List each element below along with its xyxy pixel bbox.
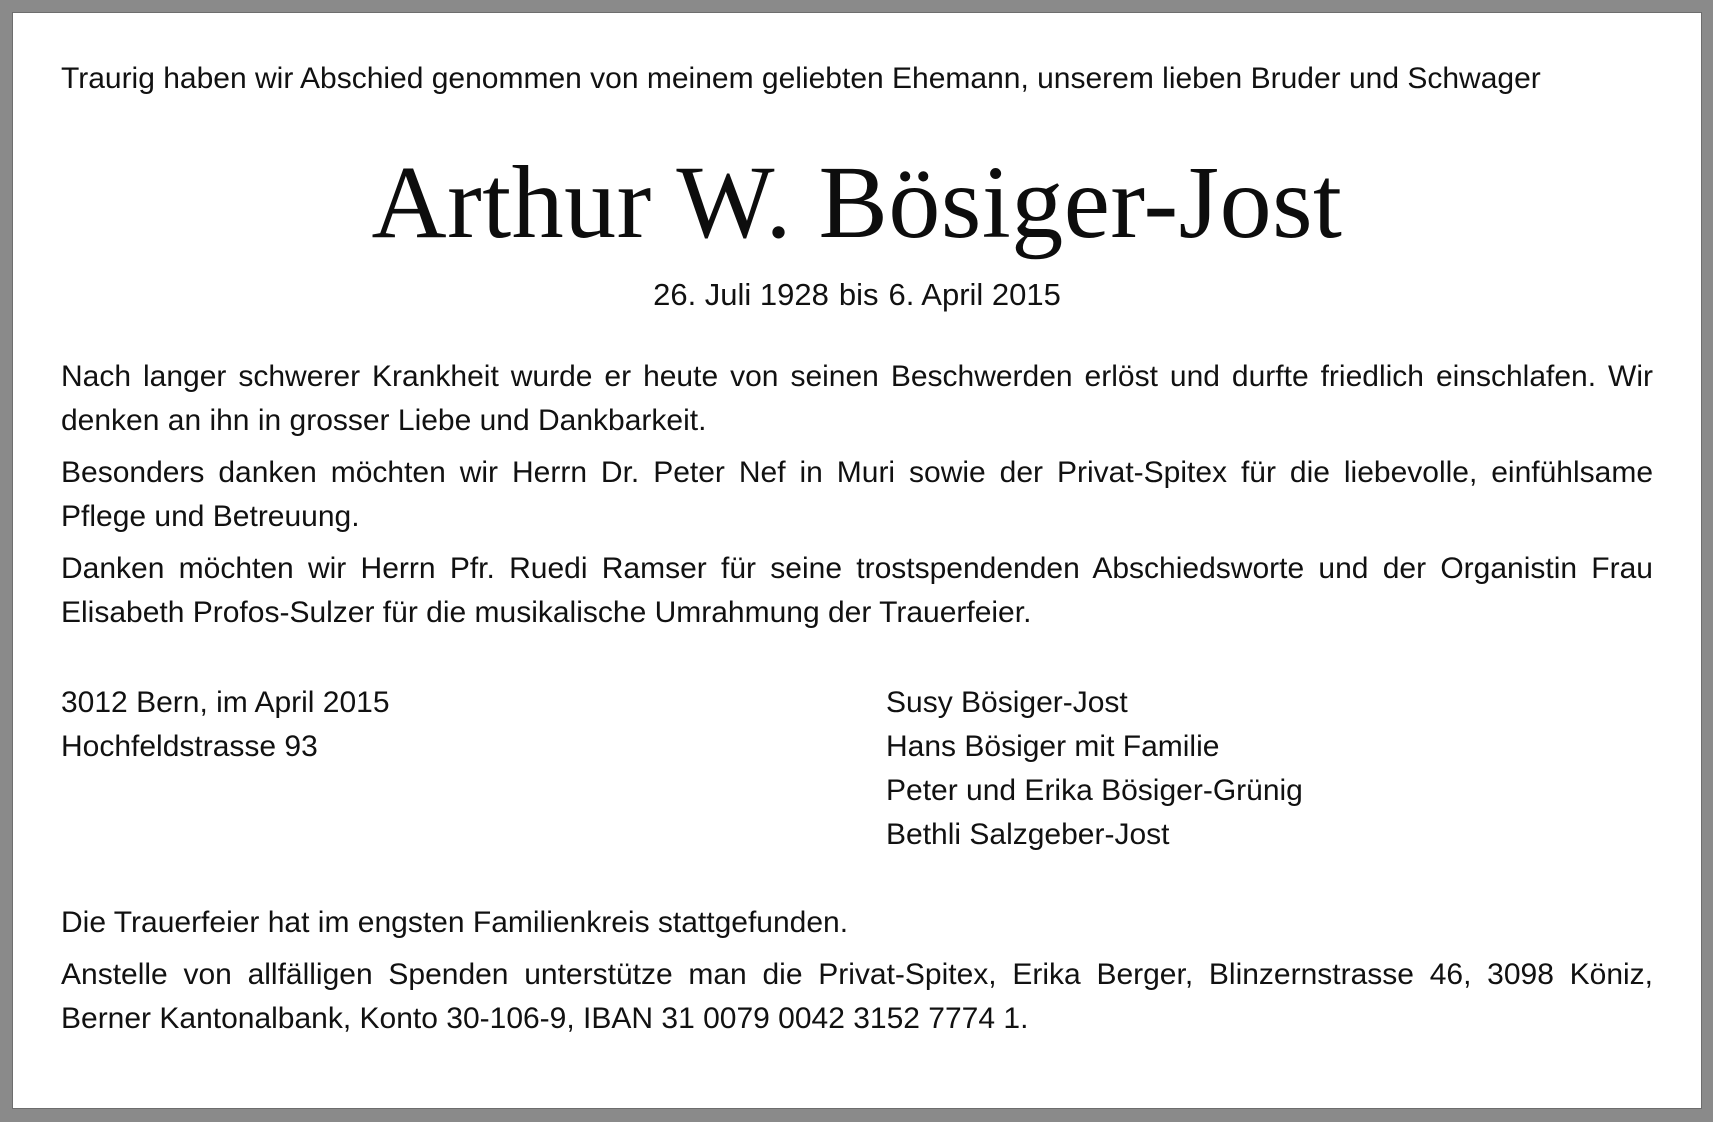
address-line: Hochfeldstrasse 93 (61, 730, 318, 763)
paragraph-thanks-ceremony: Danken möchten wir Herrn Pfr. Ruedi Ramser für seine trostspendenden Abschiedsworte und der Organistin Frau Elisabeth Profos-Sulzer für die musikalische Umrahmung der Trauerfeier. (61, 552, 1653, 629)
deceased-name: Arthur W. Bösiger-Jost (371, 145, 1343, 260)
mourner-name: Peter und Erika Bösiger-Grünig (886, 774, 1303, 807)
life-dates (61, 275, 1653, 315)
intro-text: Traurig haben wir Abschied genommen von meinem geliebten Ehemann, unserem lieben Bruder und Schwager (61, 62, 1541, 95)
signature-block (61, 681, 1653, 857)
address-line: 3012 Bern, im April 2015 (61, 686, 390, 719)
mourner-name: Susy Bösiger-Jost (886, 686, 1128, 719)
obituary-card (12, 12, 1702, 1109)
date-separator: bis (838, 277, 879, 312)
paragraph-illness: Nach langer schwerer Krankheit wurde er heute von seinen Beschwerden erlöst und durfte friedlich einschlafen. Wir denken an ihn in grosser Liebe und Dankbarkeit. (61, 360, 1653, 437)
death-date: 6. April 2015 (888, 277, 1061, 312)
birth-date: 26. Juli 1928 (653, 277, 829, 312)
paragraph-thanks-care: Besonders danken möchten wir Herrn Dr. Peter Nef in Muri sowie der Privat-Spitex für die liebevolle, einfühlsame Pflege und Betreuung. (61, 456, 1653, 533)
ceremony-note: Die Trauerfeier hat im engsten Familienkreis stattgefunden. (61, 906, 849, 939)
address-block (61, 681, 886, 857)
mourners-list (886, 681, 1653, 857)
obituary-content (61, 57, 1653, 1041)
donation-note: Anstelle von allfälligen Spenden unterstütze man die Privat-Spitex, Erika Berger, Blinzernstrasse 46, 3098 Köniz, Berner Kantonalbank, Konto 30-106-9, IBAN 31 0079 0042 3152 7774 1. (61, 958, 1653, 1035)
mourner-name: Hans Bösiger mit Familie (886, 730, 1220, 763)
mourner-name: Bethli Salzgeber-Jost (886, 818, 1170, 851)
